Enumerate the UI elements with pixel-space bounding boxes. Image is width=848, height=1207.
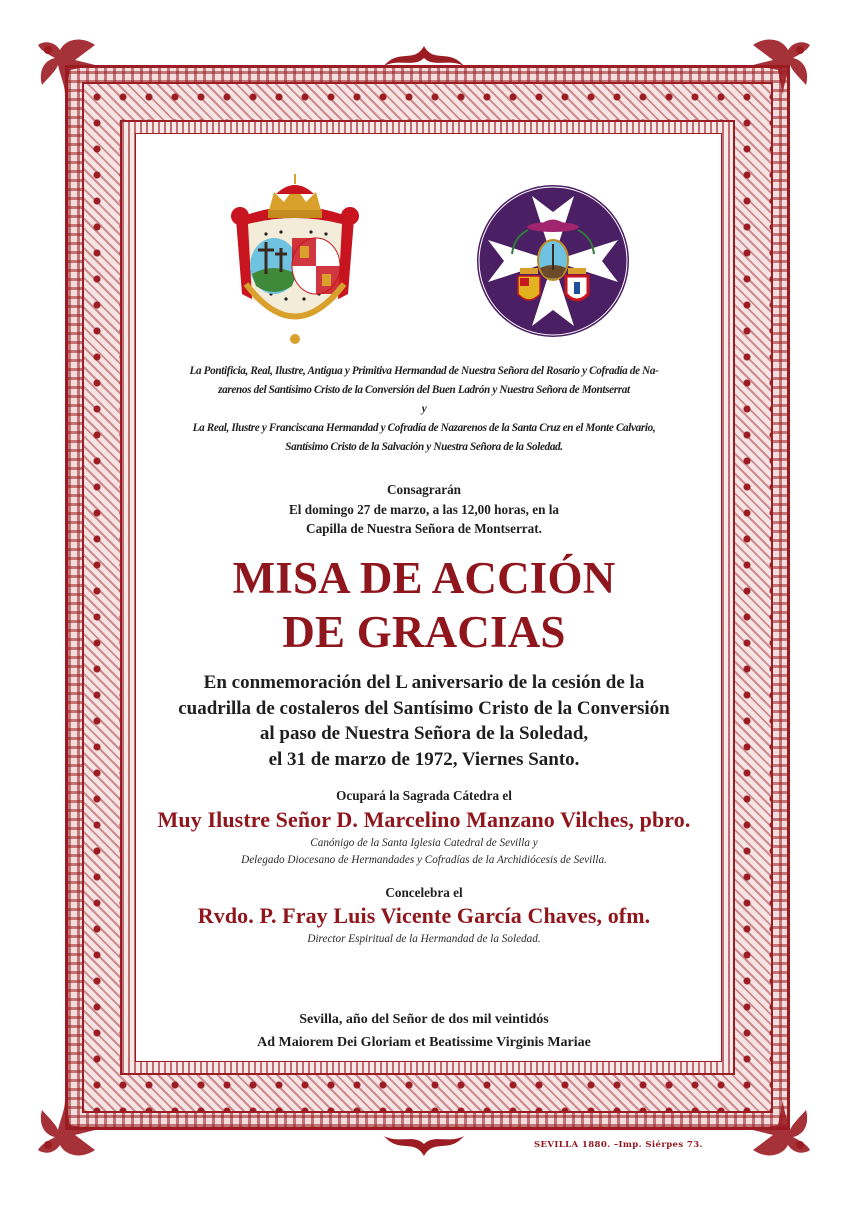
- hermandad-rosario-line-2: zarenos del Santísimo Cristo de la Conversión del Buen Ladrón y Nuestra Señora de Montserrat: [218, 384, 630, 396]
- corner-flourish-icon: [30, 1095, 100, 1165]
- preacher-role-line-1: Canónigo de la Santa Iglesia Catedral de Sevilla y: [310, 837, 538, 849]
- closing-line-2: Ad Maiorem Dei Gloriam et Beatissime Virginis Mariae: [257, 1035, 591, 1050]
- page-title: [0, 551, 848, 659]
- soledad-emblem-icon: [474, 182, 632, 340]
- bottom-crest-flourish-icon: [379, 1132, 469, 1160]
- corner-flourish-icon: [30, 30, 100, 100]
- title-line-2: DE GRACIAS: [282, 607, 566, 657]
- top-crest-flourish-icon: [379, 42, 469, 70]
- concelebrant-role: Director Espiritual de la Hermandad de la Soledad.: [307, 933, 541, 945]
- preacher-label: Ocupará la Sagrada Cátedra el: [336, 788, 512, 803]
- commemoration-line-3: al paso de Nuestra Señora de la Soledad,: [259, 723, 589, 744]
- preacher-name: Muy Ilustre Señor D. Marcelino Manzano Vilches, pbro.: [157, 807, 691, 832]
- corner-flourish-icon: [748, 1095, 818, 1165]
- conjunction: y: [421, 403, 427, 415]
- preacher-role: [0, 835, 848, 869]
- printer-mark: SEVILLA 1880. –Imp. Siérpes 73.: [534, 1140, 703, 1150]
- commemoration-text: [0, 670, 848, 772]
- announcement-date: El domingo 27 de marzo, a las 12,00 horas, en la: [289, 501, 559, 517]
- hermandad-soledad-line-2: Santísimo Cristo de la Salvación y Nuestra Señora de la Soledad.: [285, 441, 563, 453]
- hermandad-rosario-line-1: La Pontificia, Real, Ilustre, Antigua y Primitiva Hermandad de Nuestra Señora del Rosario y Cofradía de Na-: [189, 365, 659, 377]
- announcement: [0, 480, 848, 539]
- rosario-coat-of-arms-icon: [226, 174, 364, 352]
- preacher-role-line-2: Delegado Diocesano de Hermandades y Cofradías de la Archidiócesis de Sevilla.: [241, 854, 607, 866]
- announcement-verb: Consagrarán: [387, 482, 461, 497]
- title-line-1: MISA DE ACCIÓN: [232, 553, 616, 603]
- commemoration-line-4: el 31 de marzo de 1972, Viernes Santo.: [268, 748, 580, 770]
- concelebrant-name: Rvdo. P. Fray Luis Vicente García Chaves, ofm.: [197, 903, 651, 928]
- commemoration-line-1: En conmemoración del L aniversario de la cesión de la: [203, 672, 645, 693]
- announcement-place: Capilla de Nuestra Señora de Montserrat.: [306, 521, 542, 536]
- hermandades-names: [0, 362, 848, 457]
- closing-line-1: Sevilla, año del Señor de dos mil veintidós: [299, 1012, 549, 1027]
- corner-flourish-icon: [748, 30, 818, 100]
- closing-text: [0, 1008, 848, 1054]
- hermandad-soledad-line-1: La Real, Ilustre y Franciscana Hermandad y Cofradía de Nazarenos de la Santa Cruz en el Monte Calvario,: [192, 422, 656, 434]
- commemoration-line-2: cuadrilla de costaleros del Santísimo Cristo de la Conversión: [178, 697, 670, 719]
- concelebrant-label: Concelebra el: [385, 885, 463, 900]
